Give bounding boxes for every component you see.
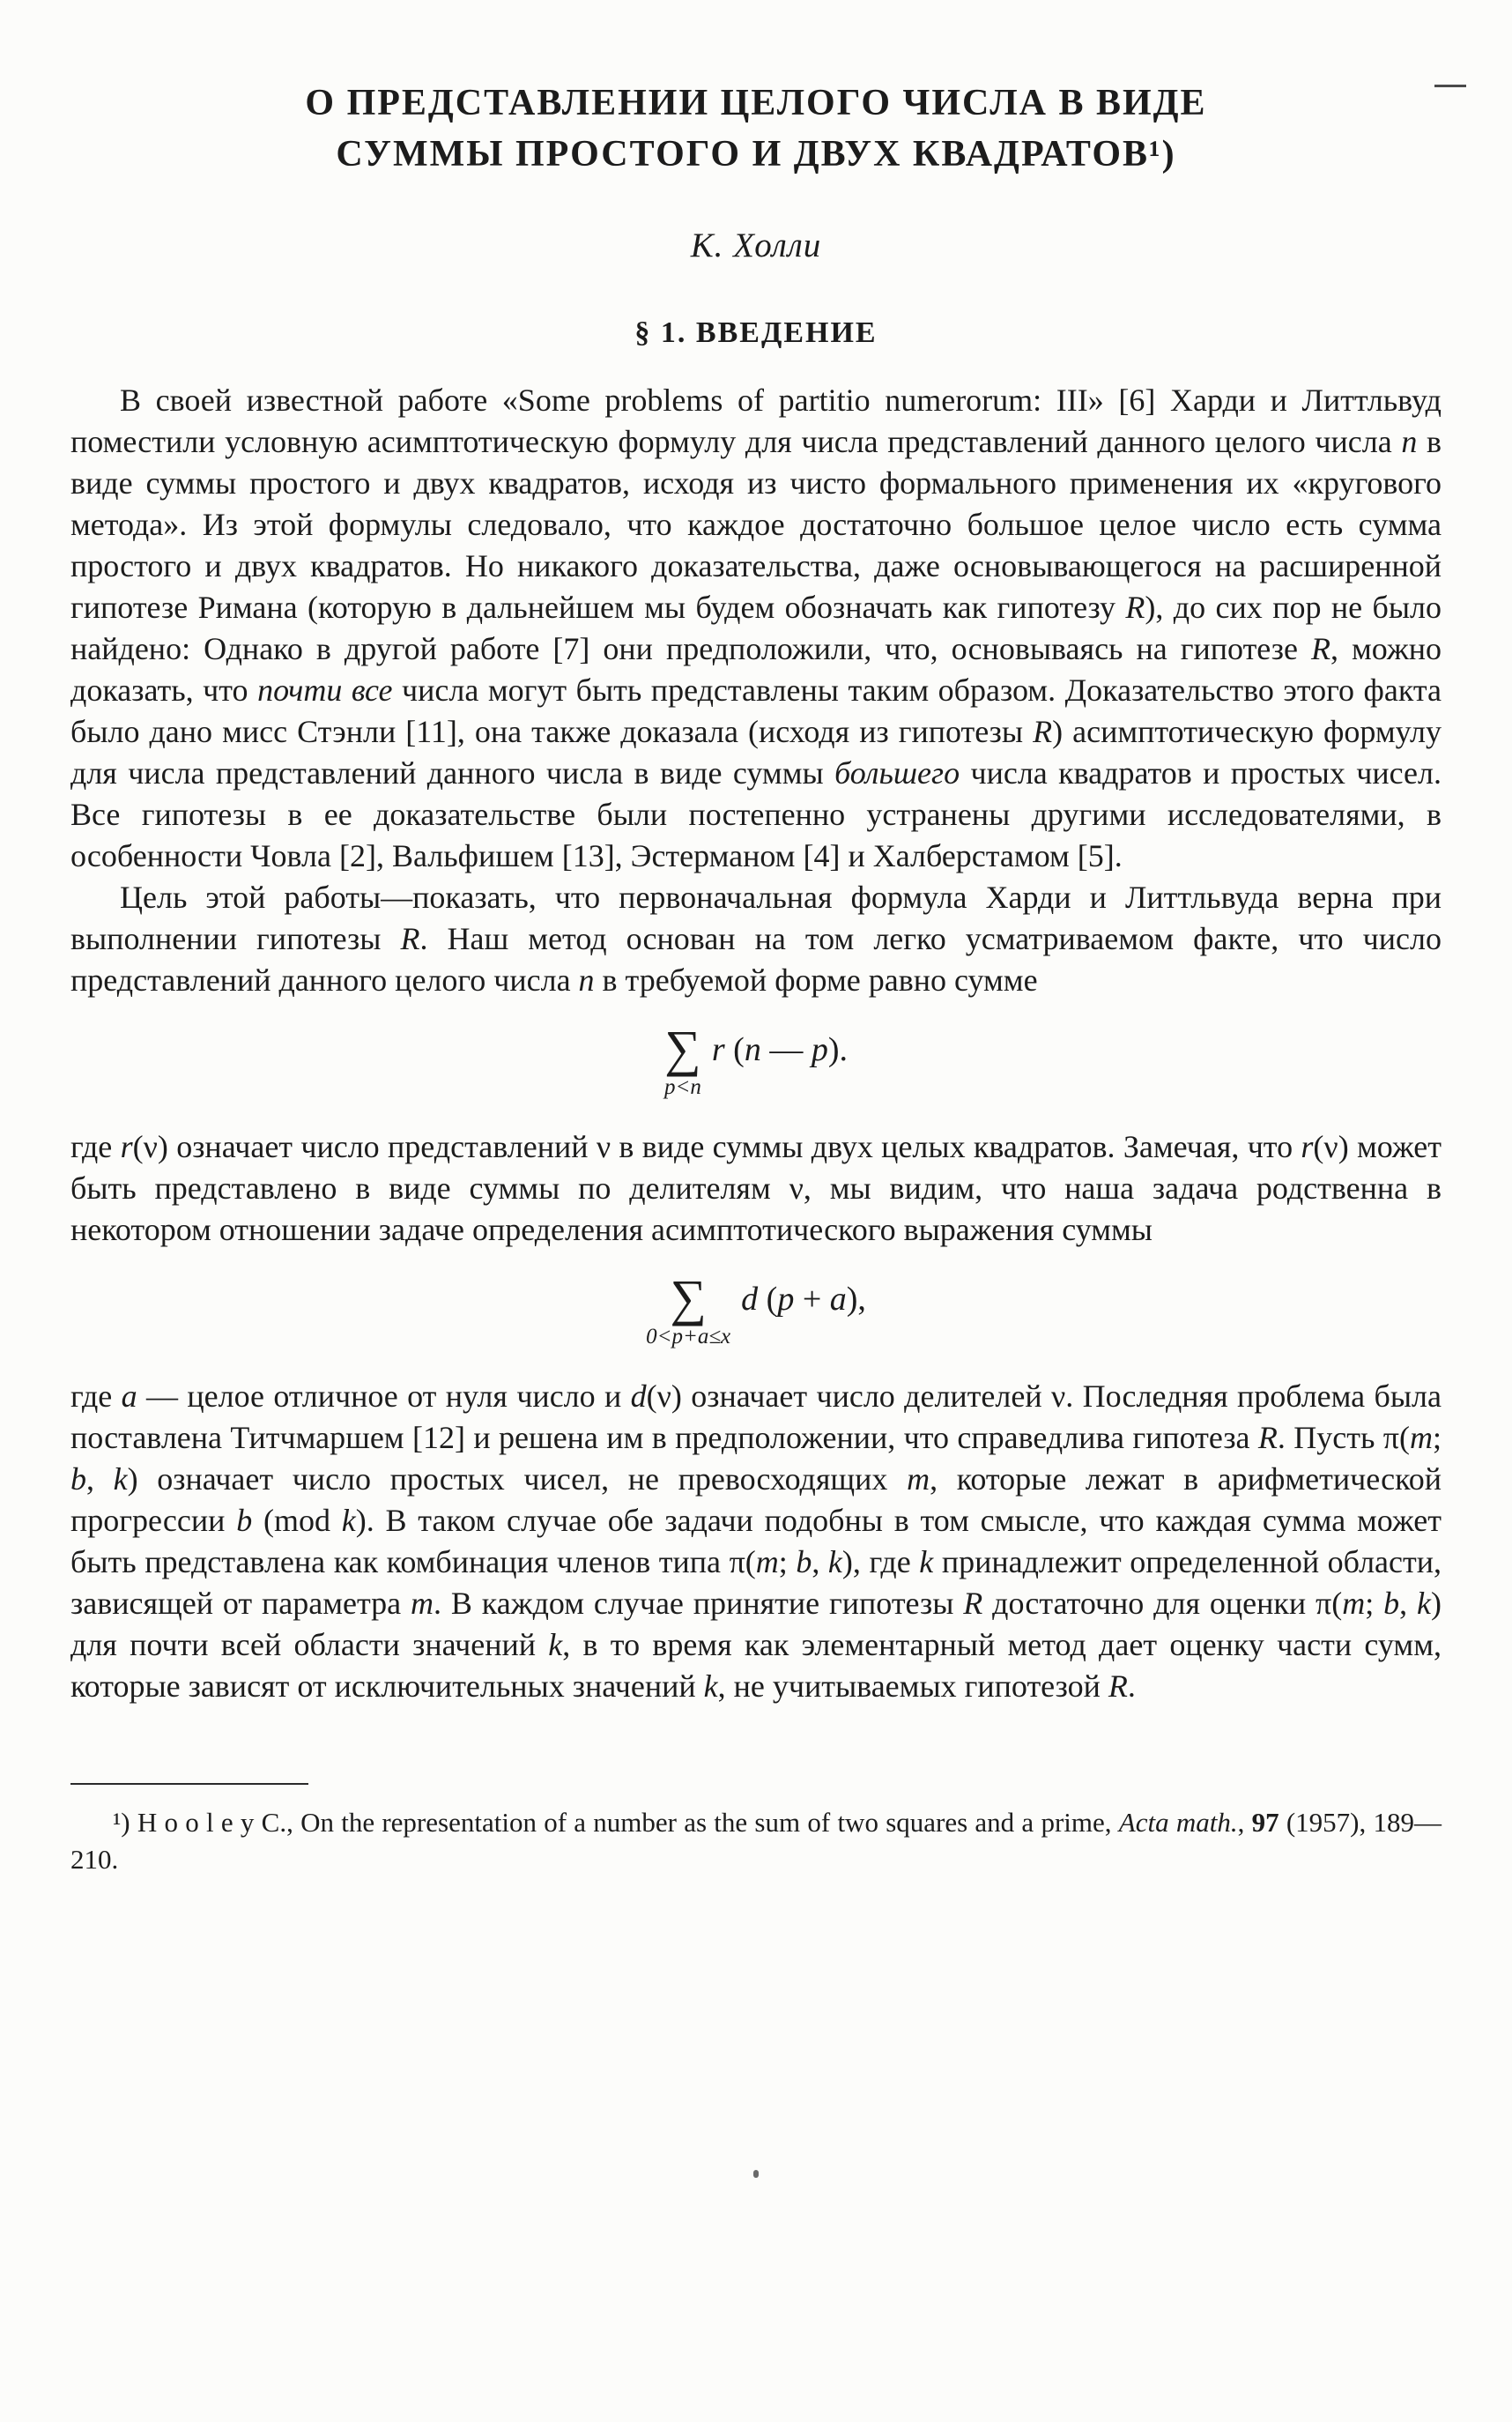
scan-artifact-dash (1434, 85, 1466, 87)
formula-sum-r (70, 1020, 1442, 1100)
summation-operator: ∑ (670, 1269, 707, 1326)
summation-limits: 0<p+a≤x (646, 1325, 731, 1348)
footnote-separator-rule (70, 1783, 308, 1785)
summation-limits: p<n (664, 1075, 701, 1099)
paragraph-2: Цель этой работы—показать, что первоначальная формула Харди и Литтльвуда верна при выполнении гипотезы R. Наш метод основан на том легко усматриваемом факте, что число представлений данного целого числа n в требуемой форме равно сумме (70, 880, 1442, 998)
paper-title-line-1: О ПРЕДСТАВЛЕНИИ ЦЕЛОГО ЧИСЛА В ВИДЕ (305, 83, 1207, 123)
scan-artifact-dot (753, 2170, 759, 2178)
formula-expression: r (n — p). (711, 1031, 848, 1068)
footnote-block (70, 1783, 1442, 1878)
paragraph-4: где a — целое отличное от нуля число и d(ν) означает число делителей ν. Последняя проблема была поставлена Титчмаршем [12] и решена им в предположении, что справедлива гипотеза R. Пусть π(m; b, k) означает число простых чисел, не превосходящих m, которые лежат в арифметической прогрессии b (mod k). В таком случае обе задачи подобны в том смысле, что каждая сумма может быть представлена как комбинация членов типа π(m; b, k), где k принадлежит определенной области, зависящей от параметра m. В каждом случае принятие гипотезы R достаточно для оценки π(m; b, k) для почти всей области значений k, в то время как элементарный метод дает оценку части сумм, которые зависят от исключительных значений k, не учитываемых гипотезой R. (70, 1378, 1442, 1704)
summation-block (646, 1269, 731, 1349)
formula-expression: d (p + a), (741, 1281, 866, 1318)
summation-block (664, 1020, 701, 1100)
paragraph-1: В своей известной работе «Some problems of partitio numerorum: III» [6] Харди и Литтльвуд поместили условную асимптотическую формулу для числа представлений данного целого числа n в виде суммы простого и двух квадратов, исходя из чисто формального применения их «кругового метода». Из этой формулы следовало, что каждое достаточно большое целое число есть сумма простого и двух квадратов. Но никакого доказательства, даже основывающегося на расширенной гипотезе Римана (которую в дальнейшем мы будем обозначать как гипотезу R), до сих пор не было найдено: Однако в другой работе [7] они предположили, что, основываясь на гипотезе R, можно доказать, что почти все числа могут быть представлены таким образом. Доказательство этого факта было дано мисс Стэнли [11], она также доказала (исходя из гипотезы R) асимптотическую формулу для числа представлений данного числа в виде суммы большего числа квадратов и простых чисел. Все гипотезы в ее доказательстве были постепенно устранены другими исследователями, в особенности Човла [2], Вальфишем [13], Эстерманом [4] и Халберстамом [5]. (70, 383, 1442, 873)
author-name: К. Холли (690, 227, 822, 264)
paragraph-3: где r(ν) означает число представлений ν в виде суммы двух целых квадратов. Замечая, что r(ν) может быть представлено в виде суммы по делителям ν, мы видим, что наша задача родственна в некотором отношении задаче определения асимптотического выражения суммы (70, 1129, 1442, 1247)
formula-sum-d (70, 1269, 1442, 1349)
summation-operator: ∑ (664, 1020, 701, 1077)
section-heading: § 1. ВВЕДЕНИЕ (634, 316, 878, 349)
footnote-text: ¹) H o o l e y C., On the representation of a number as the sum of two squares and a prime, Acta math., 97 (1957), 189—210. (70, 1807, 1442, 1875)
article-body (70, 380, 1442, 1707)
paper-title (70, 78, 1442, 180)
paper-title-line-2: СУММЫ ПРОСТОГО И ДВУХ КВАДРАТОВ¹) (336, 134, 1176, 175)
